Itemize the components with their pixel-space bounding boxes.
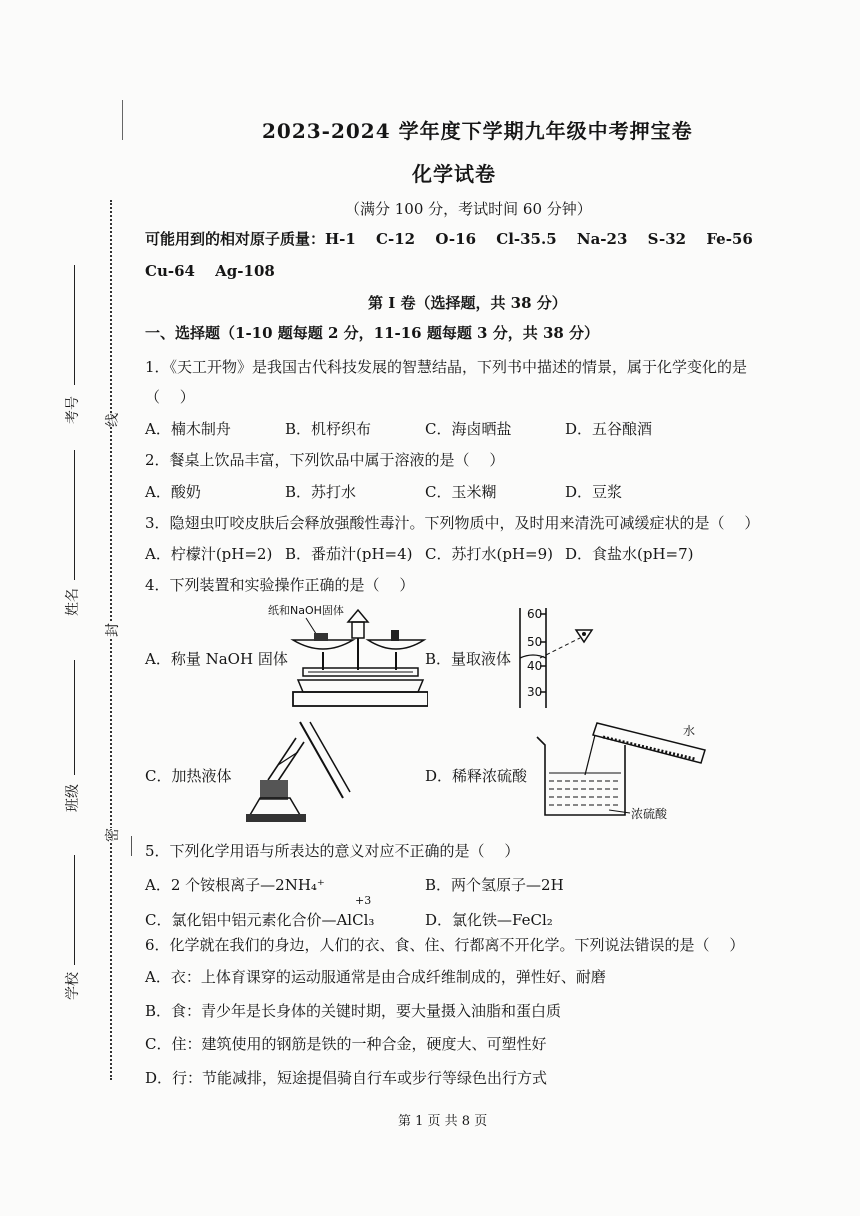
atomic-masses-line2: Cu-64 Ag-108 [145, 262, 275, 280]
cyl-tick-50: 50 [527, 635, 543, 649]
q6-option-c: C．住：建筑使用的钢筋是铁的一种合金，硬度大、可塑性好 [145, 1035, 547, 1053]
q5-option-d: D．氯化铁—FeCl₂ [425, 911, 553, 929]
q1-option-a: A．楠木制舟 [145, 420, 231, 438]
exam-no-label: 考号 [65, 396, 81, 424]
q5-option-c: C．氯化铝中铝元素化合价—AlCl₃ [145, 911, 375, 929]
seal-dotted-line [110, 200, 112, 1080]
seal-seal-char: 封 [102, 623, 122, 637]
q4-option-a: A．称量 NaOH 固体 [145, 650, 288, 668]
q3-option-a: A．柠檬汁(pH=2) [145, 545, 273, 563]
q5-stem: 5．下列化学用语与所表达的意义对应不正确的是（ ） [145, 842, 520, 860]
subject-title: 化学试卷 [412, 162, 496, 186]
balance-scale-figure [268, 600, 428, 710]
q2-option-a: A．酸奶 [145, 483, 201, 501]
acid-label: 浓硫酸 [631, 807, 668, 821]
name-blank [74, 450, 75, 580]
q6-option-a: A．衣：上体育课穿的运动服通常是由合成纤维制成的，弹性好、耐磨 [145, 968, 606, 986]
q3-stem: 3．隐翅虫叮咬皮肤后会释放强酸性毒汁。下列物质中，及时用来清洗可减缓症状的是（ ） [145, 514, 760, 532]
q3-option-b: B．番茄汁(pH=4) [285, 545, 413, 563]
cyl-tick-40: 40 [527, 659, 543, 673]
q6-option-d: D．行：节能减排，短途提倡骑自行车或步行等绿色出行方式 [145, 1069, 548, 1087]
q3-option-d: D．食盐水(pH=7) [565, 545, 694, 563]
class-blank [74, 660, 75, 775]
exam-title: 2023-2024 学年度下学期九年级中考押宝卷 [262, 119, 693, 143]
q4-option-c: C．加热液体 [145, 767, 232, 785]
school-blank [74, 855, 75, 965]
left-binding-margin [0, 0, 130, 1216]
q3-option-c: C．苏打水(pH=9) [425, 545, 553, 563]
class-label: 班级 [65, 784, 81, 812]
q2-stem: 2．餐桌上饮品丰富，下列饮品中属于溶液的是（ ） [145, 451, 505, 469]
q5-option-b: B．两个氢原子—2H [425, 876, 564, 894]
section-title: 第 I 卷（选择题，共 38 分） [368, 294, 567, 312]
q2-option-c: C．玉米糊 [425, 483, 497, 501]
measuring-cylinder-figure [500, 600, 610, 712]
page-footer: 第 1 页 共 8 页 [398, 1114, 488, 1129]
name-label: 姓名 [65, 588, 81, 616]
q4-stem: 4．下列装置和实验操作正确的是（ ） [145, 576, 415, 594]
q2-option-d: D．豆浆 [565, 483, 623, 501]
seal-line-char: 线 [102, 413, 122, 427]
cyl-tick-30: 30 [527, 685, 543, 699]
part-title: 一、选择题（1-10 题每题 2 分，11-16 题每题 3 分，共 38 分） [145, 324, 600, 342]
heating-test-tube-figure [238, 720, 358, 825]
q4-option-b: B．量取液体 [425, 650, 512, 668]
q1-stem: 1．《天工开物》是我国古代科技发展的智慧结晶，下列书中描述的情景，属于化学变化的是 [145, 358, 748, 376]
q1-option-c: C．海卤晒盐 [425, 420, 512, 438]
q4-option-d: D．稀释浓硫酸 [425, 767, 528, 785]
water-label: 水 [683, 724, 696, 738]
dilute-acid-figure [535, 715, 725, 825]
margin-tick [122, 100, 123, 140]
q2-option-b: B．苏打水 [285, 483, 357, 501]
q6-option-b: B．食：青少年是长身体的关键时期，要大量摄入油脂和蛋白质 [145, 1002, 562, 1020]
paper-naoh-label: 纸和NaOH固体 [268, 604, 344, 617]
exam-no-blank [74, 265, 75, 385]
exam-meta: （满分 100 分，考试时间 60 分钟） [345, 200, 592, 218]
q1-option-b: B．机杼织布 [285, 420, 372, 438]
cyl-tick-60: 60 [527, 607, 543, 621]
q6-stem: 6．化学就在我们的身边，人们的衣、食、住、行都离不开化学。下列说法错误的是（ ） [145, 936, 745, 954]
school-label: 学校 [65, 972, 81, 1000]
q1-bracket: （ ） [145, 388, 195, 406]
atomic-masses-line1: 可能用到的相对原子质量：H-1 C-12 O-16 Cl-35.5 Na-23 S-32 Fe-56 [145, 230, 753, 248]
seal-secret-char: 密 [102, 828, 122, 842]
q1-option-d: D．五谷酿酒 [565, 420, 653, 438]
q5-valence-mark: +3 [355, 894, 372, 907]
q5-left-rule [131, 836, 132, 856]
q5-option-a: A．2 个铵根离子—2NH₄⁺ [145, 876, 325, 894]
